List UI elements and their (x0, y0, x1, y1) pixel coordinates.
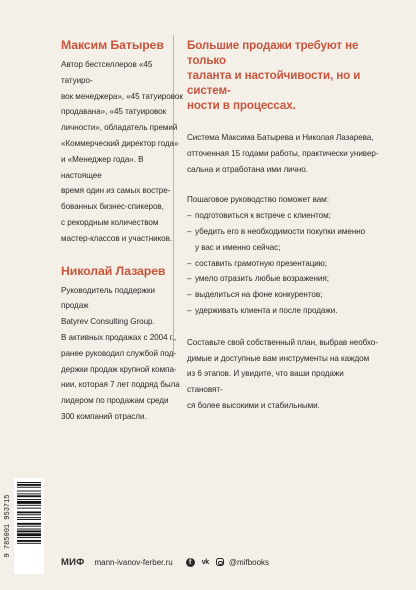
barcode-bar (17, 540, 41, 542)
publisher-website[interactable]: mann-ivanov-ferber.ru (94, 557, 173, 567)
barcode-bar (17, 533, 41, 536)
list-item: – удерживать клиента и после продажи. (187, 305, 338, 315)
barcode-bar (17, 537, 41, 538)
barcode-bar (17, 523, 41, 525)
barcode-bar (17, 482, 41, 483)
vk-icon[interactable]: vk (201, 558, 209, 566)
barcode-bar (17, 499, 41, 500)
headline: Большие продажи требуют не только таланта и настойчивости, но и систем- ности в процессах. (187, 39, 361, 112)
barcode-bar (17, 529, 41, 530)
barcode (14, 478, 44, 574)
description-column (187, 38, 379, 429)
facebook-icon[interactable]: f (186, 558, 195, 567)
barcode-bar (17, 484, 41, 486)
barcode-bar (17, 517, 41, 518)
steps-intro: Пошаговое руководство поможет вам: (187, 195, 329, 205)
barcode-bar (17, 495, 41, 497)
barcode-bar (17, 514, 41, 515)
barcode-bar (17, 530, 41, 532)
barcode-bar (17, 505, 41, 506)
barcode-bar (17, 511, 41, 513)
list-item: – подготовиться к встрече с клиентом; (187, 211, 331, 221)
author-bio: Автор бестселлеров «45 татуиро- вок менеджера», «45 татуировок продавана», «45 татуировок личности», обладатель премий «Коммерческий директор года» и «Менеджер года». В настоящее время один из самых востре- бованных бизнес-спикеров, с рекордным количеством мастер-классов и участников. (61, 60, 183, 243)
authors-column (61, 38, 183, 425)
barcode-bar (17, 491, 41, 492)
barcode-bar (17, 526, 41, 527)
list-item: – составить грамотную презентацию; (187, 258, 327, 268)
publisher-logo: МИФ (61, 556, 85, 568)
social-icons (186, 558, 224, 567)
author-batyrev (61, 38, 183, 247)
barcode-bar (17, 519, 41, 520)
closing-paragraph: Составьте свой собственный план, выбрав необхо- димые и доступные вам инструменты на каждом из 6 этапов. И увидите, что ваши продажи становят- ся более высокими и стабильными. (187, 337, 378, 410)
list-item: – выделиться на фоне конкурентов; (187, 290, 323, 300)
author-lazarev (61, 264, 183, 425)
isbn-number: 9 785001 953715 (4, 494, 12, 558)
list-item: – убедить его в необходимости покупки именно у вас и именно сейчас; (187, 226, 366, 252)
author-bio: Руководитель поддержки продаж Batyrev Consulting Group. В активных продажах с 2004 г., ранее руководил службой под- держки продаж крупной компа- нии, которая 7 лет подряд была лидером по продажам среди 300 компаний отрасли. (61, 285, 180, 421)
footer (61, 555, 391, 569)
list-item: – умело отразить любые возражения; (187, 274, 329, 284)
barcode-bar (17, 501, 41, 504)
steps-list (187, 208, 379, 319)
social-handle[interactable]: @mifbooks (228, 557, 270, 567)
intro-paragraph: Система Максима Батырева и Николая Лазарева, отточенная 15 годами работы, практически универ- сальна и отработана ими лично. (187, 133, 379, 174)
barcode-bar (17, 543, 41, 544)
barcode-bar (17, 508, 41, 509)
barcode-bar (17, 487, 41, 488)
barcode-graphic (14, 478, 44, 574)
author-name: Николай Лазарев (61, 263, 166, 278)
instagram-icon[interactable] (216, 558, 224, 566)
author-name: Максим Батырев (61, 38, 164, 52)
barcode-bar (17, 493, 41, 494)
